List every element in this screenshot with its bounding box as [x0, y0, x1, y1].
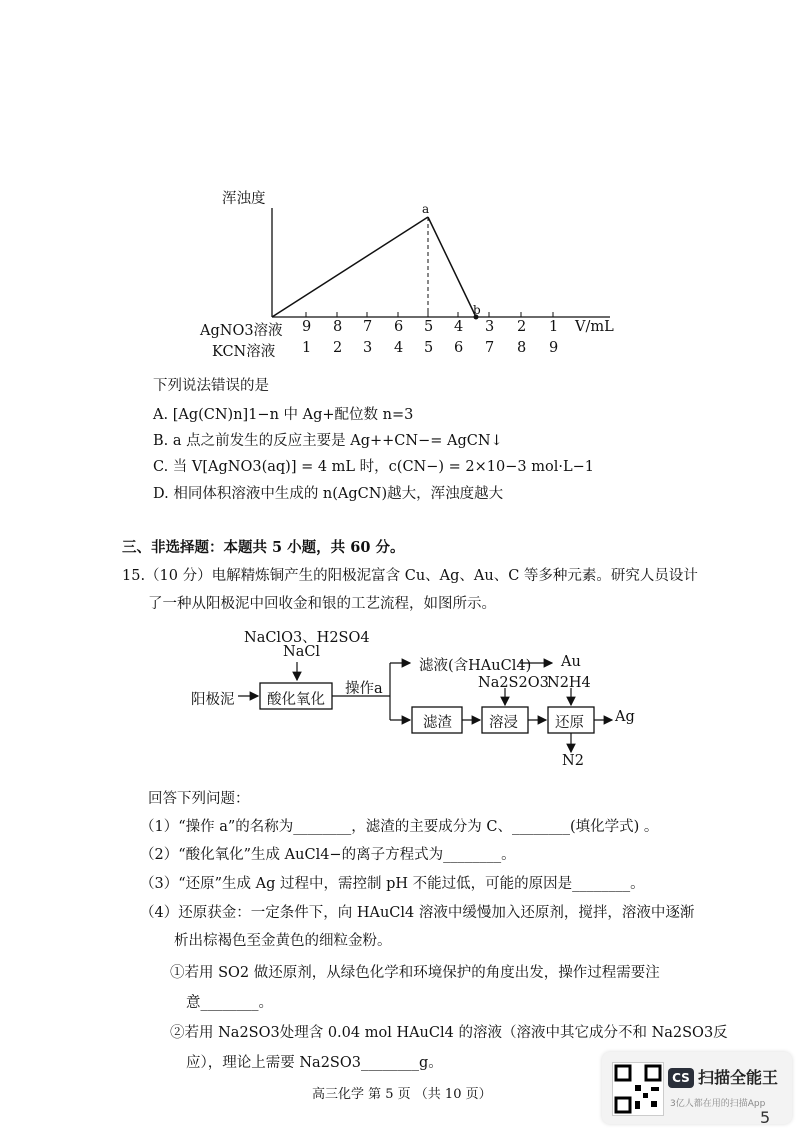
q15-sub4b-line2: 应），理论上需要 Na2SO3________g。 — [186, 1055, 443, 1071]
row1-value: 3 — [485, 319, 495, 335]
q15-sub1: （1）“操作 a”的名称为________，滤渣的主要成分为 C、________(填化学式) 。 — [140, 819, 659, 835]
flow-ag: Ag — [615, 709, 635, 725]
flow-n2: N2 — [562, 753, 584, 769]
q14-option-d: D. 相同体积溶液中生成的 n(AgCN)越大，浑浊度越大 — [153, 486, 504, 502]
scanner-app-name: 扫描全能王 — [698, 1068, 779, 1087]
row1-value: 2 — [517, 319, 527, 335]
x-axis-unit: V/mL — [575, 319, 614, 335]
q15-line2: 了一种从阳极泥中回收金和银的工艺流程，如图所示。 — [148, 596, 496, 612]
scanner-slogan: 3亿人都在用的扫描App — [670, 1099, 766, 1109]
flow-au: Au — [561, 654, 581, 670]
page-footer: 高三化学 第 5 页 （共 10 页） — [312, 1087, 492, 1102]
point-a-label: a — [422, 202, 430, 216]
answer-intro: 回答下列问题： — [148, 791, 250, 807]
row1-label: AgNO3溶液 — [200, 323, 283, 339]
row2-value: 2 — [333, 340, 343, 356]
curve-fall — [428, 217, 476, 317]
q14-option-b: B. a 点之前发生的反应主要是 Ag++CN−= AgCN↓ — [153, 433, 503, 449]
row2-value: 4 — [394, 340, 404, 356]
row1-value: 1 — [549, 319, 559, 335]
row2-value: 8 — [517, 340, 527, 356]
flow-filtrate: 滤液(含HAuCl4) — [419, 658, 532, 674]
row1-value: 5 — [424, 319, 434, 335]
row2-value: 1 — [302, 340, 312, 356]
qr-code-icon — [612, 1062, 664, 1116]
row2-value: 6 — [454, 340, 464, 356]
row1-value: 7 — [363, 319, 373, 335]
row2-value: 5 — [424, 340, 434, 356]
q14-option-c: C. 当 V[AgNO3(aq)] = 4 mL 时，c(CN−) = 2×10−3 mol·L−1 — [153, 459, 594, 475]
q15-sub4a-line2: 意________。 — [186, 995, 273, 1011]
row1-value: 8 — [333, 319, 343, 335]
q15-sub4a-line1: ①若用 SO2 做还原剂，从绿色化学和环境保护的角度出发，操作过程需要注 — [170, 965, 660, 981]
row2-value: 9 — [549, 340, 559, 356]
point-b-label: b — [473, 303, 481, 317]
q14-option-a: A. [Ag(CN)n]1−n 中 Ag+配位数 n=3 — [153, 407, 414, 423]
flow-start: 阳极泥 — [191, 692, 235, 708]
flow-op-a: 操作a — [345, 681, 383, 697]
flow-reagents-2: NaCl — [283, 644, 321, 660]
row2-label: KCN溶液 — [212, 344, 276, 360]
row1-value: 6 — [394, 319, 404, 335]
q15-sub3: （3）“还原”生成 Ag 过程中，需控制 pH 不能过低，可能的原因是________。 — [140, 876, 645, 892]
flow-reduce: 还原 — [555, 715, 584, 731]
q15-sub4b-line1: ②若用 Na2SO3处理含 0.04 mol HAuCl4 的溶液（溶液中其它成分不和 Na2SO3反 — [170, 1025, 728, 1041]
q15-line1: 15.（10 分）电解精炼铜产生的阳极泥富含 Cu、Ag、Au、C 等多种元素。研究人员设计 — [122, 568, 698, 584]
q15-sub4-line1: （4）还原获金：一定条件下，向 HAuCl4 溶液中缓慢加入还原剂，搅拌，溶液中逐渐 — [140, 905, 695, 921]
q14-stem: 下列说法错误的是 — [153, 378, 269, 394]
q15-sub2: （2）“酸化氧化”生成 AuCl4−的离子方程式为________。 — [140, 847, 516, 863]
cs-logo-icon: CS — [668, 1068, 694, 1088]
row1-value: 9 — [302, 319, 312, 335]
flow-leach: 溶浸 — [489, 715, 518, 731]
flow-reagent-leach: Na2S2O3 — [478, 675, 549, 691]
flow-reagent-reduce: N2H4 — [547, 675, 591, 691]
page-number: 5 — [760, 1108, 771, 1127]
row2-value: 3 — [363, 340, 373, 356]
section-heading: 三、非选择题：本题共 5 小题，共 60 分。 — [122, 539, 405, 556]
q15-sub4-line2: 析出棕褐色至金黄色的细粒金粉。 — [174, 933, 392, 949]
flow-box-acid-label: 酸化氧化 — [267, 692, 325, 708]
flow-residue: 滤渣 — [423, 715, 452, 731]
y-axis-label: 浑浊度 — [222, 191, 266, 207]
row2-value: 7 — [485, 340, 495, 356]
curve-rise — [272, 217, 428, 317]
row1-value: 4 — [454, 319, 464, 335]
flow-reagents-1: NaClO3、H2SO4 — [244, 630, 370, 646]
